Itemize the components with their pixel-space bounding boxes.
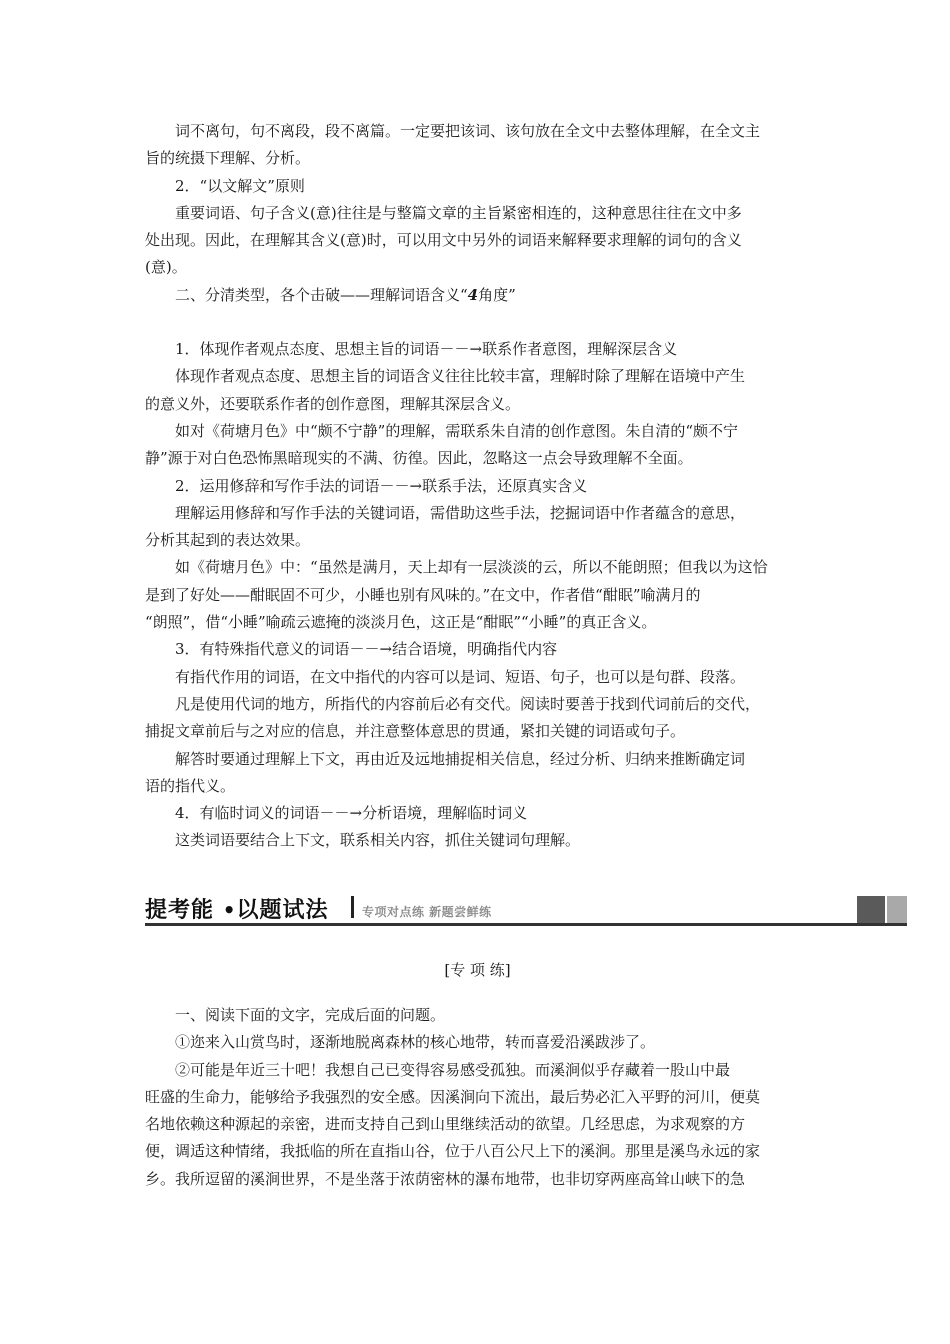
paragraph-line: ①迩来入山赏鸟时，逐渐地脱离森林的核心地带，转而喜爱沿溪跋涉了。 xyxy=(175,1033,656,1052)
principle-heading: 2．“以文解文”原则 xyxy=(175,176,305,195)
banner-separator xyxy=(351,896,354,918)
practice-text xyxy=(145,1002,810,1193)
paragraph-line: 这类词语要结合上下文，联系相关内容，抓住关键词句理解。 xyxy=(175,831,581,850)
main-text xyxy=(145,118,810,855)
banner-title xyxy=(145,893,329,924)
paragraph-line: 静”源于对白色恐怖黑暗现实的不满、彷徨。因此，忽略这一点会导致理解不全面。 xyxy=(145,449,693,468)
paragraph-line: 旺盛的生命力，能够给予我强烈的安全感。因溪涧向下流出，最后势必汇入平野的河川，便莫 xyxy=(145,1087,761,1106)
banner-subtitle: 专项对点练 新题尝鲜练 xyxy=(362,905,492,919)
paragraph-line: 解答时要通过理解上下文，再由近及远地捕捉相关信息，经过分析、归纳来推断确定词 xyxy=(175,749,746,768)
paragraph-line: 语的指代义。 xyxy=(145,776,236,795)
type-heading: 4．有临时词义的词语－－→分析语境，理解临时词义 xyxy=(175,804,528,823)
type-heading: 2．运用修辞和写作手法的词语－－→联系手法，还原真实含义 xyxy=(175,476,588,495)
paragraph-line: 有指代作用的词语，在文中指代的内容可以是词、短语、句子，也可以是句群、段落。 xyxy=(175,667,746,686)
banner-dot: • xyxy=(222,898,237,922)
practice-heading: [专 项 练] xyxy=(444,961,511,979)
paragraph-line: (意)。 xyxy=(145,258,187,277)
paragraph-line: 如对《荷塘月色》中“颇不宁静”的理解，需联系朱自清的创作意图。朱自清的“颇不宁 xyxy=(175,421,739,440)
paragraph-line: 体现作者观点态度、思想主旨的词语含义往往比较丰富，理解时除了理解在语境中产生 xyxy=(175,367,746,386)
paragraph-line: 处出现。因此，在理解其含义(意)时，可以用文中另外的词语来解释要求理解的词句的含义 xyxy=(145,231,742,250)
paragraph-line: 凡是使用代词的地方，所指代的内容前后必有交代。阅读时要善于找到代词前后的交代， xyxy=(175,694,761,713)
paragraph-line: 乡。我所逗留的溪涧世界，不是坐落于浓荫密林的瀑布地带，也非切穿两座高耸山峡下的急 xyxy=(145,1169,746,1188)
paragraph-line: 便，调适这种情绪，我抵临的所在直指山谷，位于八百公尺上下的溪涧。那里是溪鸟永远的家 xyxy=(145,1142,761,1161)
type-heading: 1．体现作者观点态度、思想主旨的词语－－→联系作者意图，理解深层含义 xyxy=(175,340,678,359)
paragraph-line: 名地依赖这种源起的亲密，进而支持自己到山里继续活动的欲望。几经思虑，为求观察的方 xyxy=(145,1115,746,1134)
paragraph-line: 分析其起到的表达效果。 xyxy=(145,531,311,550)
section-heading-suffix: 角度” xyxy=(478,285,516,304)
section-heading-prefix: 二、分清类型，各个击破——理解词语含义“ xyxy=(175,285,468,304)
paragraph-line: 理解运用修辞和写作手法的关键词语，需借助这些手法，挖掘词语中作者蕴含的意思， xyxy=(175,503,746,522)
section-heading xyxy=(145,282,810,309)
section-heading-number: 4 xyxy=(467,285,479,304)
paragraph-line: 旨的统摄下理解、分析。 xyxy=(145,149,311,168)
paragraph-line: 词不离句，句不离段，段不离篇。一定要把该词、该句放在全文中去整体理解，在全文主 xyxy=(175,122,761,140)
paragraph-line: 捕捉文章前后与之对应的信息，并注意整体意思的贯通，紧扣关键的词语或句子。 xyxy=(145,722,686,741)
type-heading: 3．有特殊指代意义的词语－－→结合语境，明确指代内容 xyxy=(175,640,558,659)
paragraph-line: 如《荷塘月色》中：“虽然是满月，天上却有一层淡淡的云，所以不能朗照；但我以为这恰 xyxy=(175,558,768,577)
banner-title-a: 提考能 xyxy=(145,898,215,923)
paragraph-line: 一、阅读下面的文字，完成后面的问题。 xyxy=(175,1006,446,1024)
paragraph-line: “朗照”，借“小睡”喻疏云遮掩的淡淡月色，这正是“酣眠”“小睡”的真正含义。 xyxy=(145,613,657,632)
banner-title-b: 以题试法 xyxy=(236,898,329,923)
section-banner xyxy=(145,893,907,925)
paragraph-line: ②可能是年近三十吧！我想自己已变得容易感受孤独。而溪涧似乎存藏着一股山中最 xyxy=(175,1060,731,1079)
banner-decor-block xyxy=(887,896,907,923)
paragraph-line: 的意义外，还要联系作者的创作意图，理解其深层含义。 xyxy=(145,394,521,413)
banner-decor-block xyxy=(857,896,885,923)
paragraph-line: 重要词语、句子含义(意)往往是与整篇文章的主旨紧密相连的，这种意思往往在文中多 xyxy=(175,203,742,222)
banner-underline xyxy=(145,923,907,926)
paragraph-line: 是到了好处——酣眠固不可少，小睡也别有风味的。”在文中，作者借“酣眠”喻满月的 xyxy=(145,585,701,604)
